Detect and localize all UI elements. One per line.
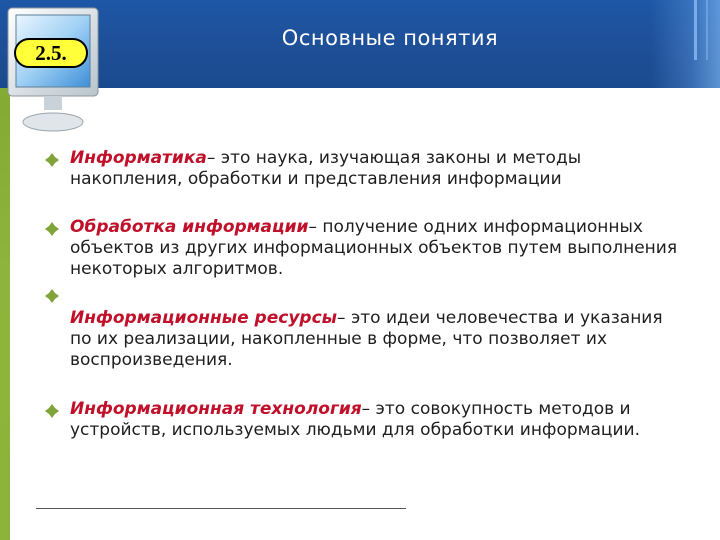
term: Обработка информации — [70, 217, 309, 237]
dash: – — [361, 399, 371, 419]
definitions-list — [44, 148, 684, 441]
diamond-bullet-icon — [44, 288, 60, 304]
footer-divider — [36, 508, 406, 509]
term: Информатика — [70, 148, 207, 168]
header-stripe — [706, 0, 708, 60]
list-item — [44, 308, 684, 371]
term: Информационные ресурсы — [70, 308, 338, 328]
header-highlight — [650, 0, 720, 88]
definition: это идеи человечества и указания по их реализации, накопленные в форме, что позволяет их воспроизведения. — [70, 308, 663, 370]
term: Информационная технология — [70, 399, 362, 419]
definition: это совокупность методов и устройств, используемых людьми для обработки информации. — [70, 399, 640, 440]
list-item — [44, 217, 684, 280]
diamond-bullet-icon — [44, 152, 60, 168]
dash: – — [337, 308, 346, 328]
list-item — [44, 148, 684, 190]
dash: – — [206, 148, 216, 168]
section-number-badge: 2.5. — [14, 38, 88, 68]
slide-title: Основные понятия — [281, 26, 499, 50]
diamond-bullet-icon — [44, 221, 60, 237]
definition: это наука, изучающая законы и методы накопления, обработки и представления информации — [70, 148, 582, 189]
diamond-bullet-icon — [44, 403, 60, 419]
list-item — [44, 399, 684, 441]
header-stripe — [694, 0, 697, 60]
computer-monitor-icon — [6, 6, 102, 136]
slide-header — [0, 0, 720, 88]
definition: получение одних информационных объектов из других информационных объектов путем выполнения некоторых алгоритмов. — [70, 217, 678, 279]
dash: – — [308, 217, 317, 237]
list-item — [44, 284, 684, 305]
